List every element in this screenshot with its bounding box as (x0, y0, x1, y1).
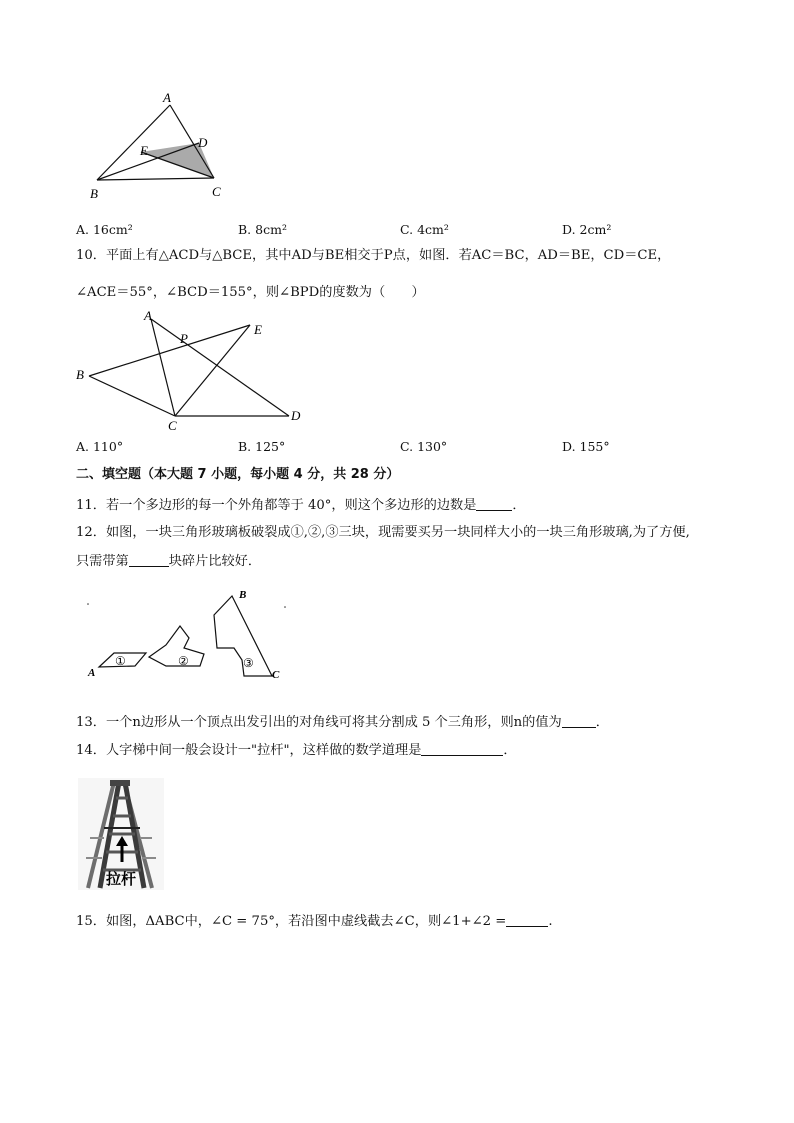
q12-text-before: 只需带第 (76, 554, 129, 569)
q14-answer-blank[interactable] (421, 741, 503, 756)
q12-text-line2 (76, 552, 261, 571)
label-C: C (272, 669, 280, 681)
q13-text (76, 713, 609, 732)
q14-text-before: 14．人字梯中间一般会设计一"拉杆"，这样做的数学道理是 (76, 743, 422, 758)
q10-option-d: D. 155° (562, 439, 610, 454)
q13-text-after: ． (595, 715, 609, 730)
q11-text-before: 11．若一个多边形的每一个外角都等于 40°，则这个多边形的边数是 (76, 498, 477, 513)
q11-answer-blank[interactable] (476, 496, 512, 511)
label-B: B (76, 367, 84, 382)
ladder-image (78, 778, 164, 890)
piece-1-label: ① (115, 654, 126, 668)
label-E: E (140, 143, 148, 158)
q10-option-a: A. 110° (76, 439, 124, 454)
q12-text-line1: 12．如图，一块三角形玻璃板破裂成①,②,③三块，现需要买另一块同样大小的一块三角形玻璃,为了方便, (76, 525, 690, 540)
label-D: D (291, 408, 301, 423)
label-B: B (90, 186, 98, 201)
q10-triangles-figure (70, 306, 310, 436)
q10-option-c: C. 130° (400, 439, 448, 454)
q11-text-after: ． (512, 498, 526, 513)
q11-text (76, 496, 526, 515)
q13-text-before: 13．一个n边形从一个顶点出发引出的对角线可将其分割成 5 个三角形，则n的值为 (76, 715, 562, 730)
label-D: D (198, 135, 208, 150)
q9-triangle-figure (80, 85, 240, 205)
q12-broken-glass-figure (84, 584, 294, 689)
label-A: A (88, 667, 96, 679)
q15-text-before: 15．如图，ΔABC中，∠C = 75°，若沿图中虚线截去∠C，则∠1+∠2 = (76, 914, 507, 929)
label-C: C (212, 184, 221, 199)
q13-answer-blank[interactable] (562, 713, 596, 728)
label-P: P (180, 331, 188, 346)
label-B: B (239, 589, 247, 601)
q10-text-line2: ∠ACE＝55°，∠BCD＝155°，则∠BPD的度数为（ ） (76, 285, 425, 300)
piece-2-label: ② (178, 654, 189, 668)
pull-rod-label: 拉杆 (106, 872, 137, 888)
q9-option-b: B. 8cm² (238, 222, 287, 237)
q9-option-c: C. 4cm² (400, 222, 449, 237)
q12-answer-blank[interactable] (129, 552, 169, 567)
q15-text-after: . (548, 914, 553, 929)
label-A: A (144, 308, 152, 323)
piece-3-label: ③ (243, 656, 254, 670)
label-A: A (163, 90, 171, 105)
label-C: C (168, 418, 177, 433)
q9-option-a: A. 16cm² (76, 222, 133, 237)
label-E: E (254, 322, 262, 337)
q9-option-d: D. 2cm² (562, 222, 612, 237)
q10-option-b: B. 125° (238, 439, 286, 454)
section-title: 二、填空题（本大题 7 小题，每小题 4 分，共 28 分） (76, 467, 400, 482)
q10-text-line1: 10．平面上有△ACD与△BCE，其中AD与BE相交于P点，如图．若AC＝BC，AD＝BE，CD＝CE， (76, 248, 671, 263)
q12-text-after: 块碎片比较好． (168, 554, 262, 569)
q14-text-after: ． (503, 743, 517, 758)
q15-answer-blank[interactable] (506, 912, 548, 927)
q14-text (76, 741, 517, 760)
q15-text (76, 912, 553, 931)
